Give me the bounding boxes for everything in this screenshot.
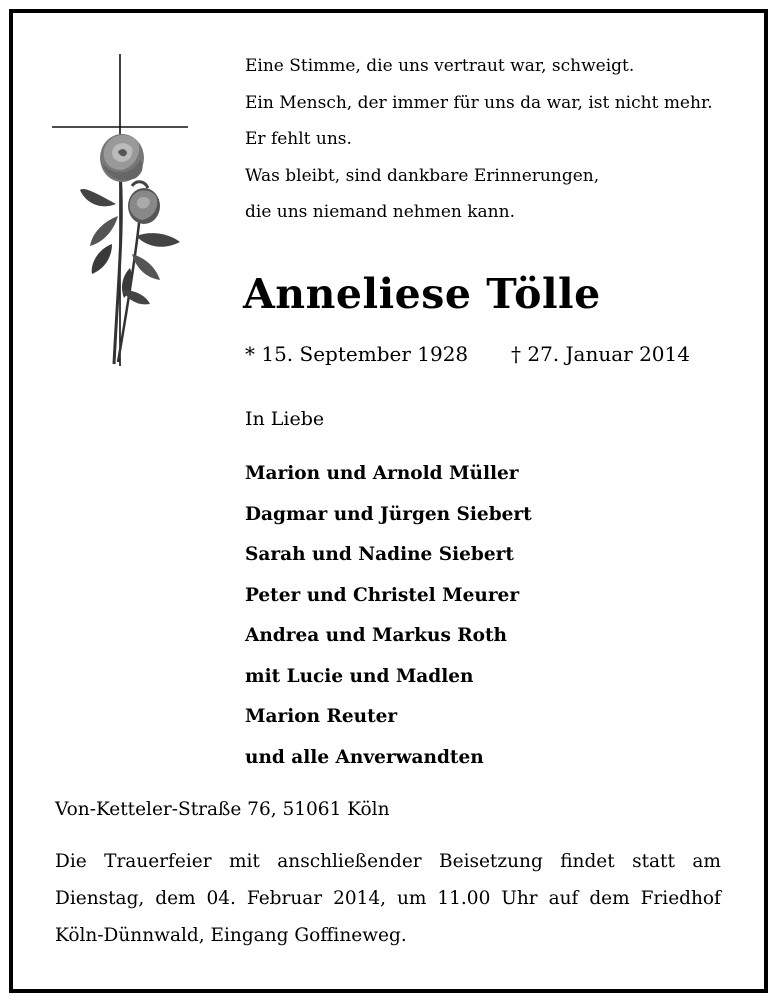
mourners-intro: In Liebe: [245, 408, 325, 430]
notice-word: findet: [560, 851, 615, 872]
mourner-name: Marion und Arnold Müller: [245, 463, 519, 484]
notice-word: dem: [589, 888, 630, 909]
notice-word: statt: [632, 851, 675, 872]
notice-word: dem: [155, 888, 196, 909]
birth-date: * 15. September 1928: [245, 342, 469, 366]
poem-line: die uns niemand nehmen kann.: [245, 202, 515, 222]
notice-word: 04.: [206, 888, 236, 909]
deceased-name: Anneliese Tölle: [243, 270, 601, 318]
notice-word: anschließender: [277, 851, 422, 872]
mourner-name: mit Lucie und Madlen: [245, 665, 474, 687]
notice-word: mit: [228, 851, 260, 872]
mourner-name: Marion Reuter: [245, 706, 398, 727]
notice-word: Die: [55, 851, 87, 872]
notice-word: auf: [548, 888, 579, 909]
notice-word: Februar: [246, 888, 323, 909]
cross-with-roses-icon: [52, 54, 188, 366]
notice-word: Dienstag,: [55, 888, 145, 909]
mourning-address: Von-Ketteler-Straße 76, 51061 Köln: [55, 799, 390, 820]
poem-line: Er fehlt uns.: [245, 129, 352, 149]
mourner-name: Sarah und Nadine Siebert: [245, 544, 514, 565]
poem: [245, 48, 745, 231]
notice-line: [55, 843, 721, 880]
mourners-list: [245, 454, 532, 778]
poem-line: Eine Stimme, die uns vertraut war, schweigt.: [245, 56, 635, 76]
notice-word: Beisetzung: [439, 851, 543, 872]
poem-line: Was bleibt, sind dankbare Erinnerungen,: [245, 165, 600, 186]
death-date: † 27. Januar 2014: [511, 342, 690, 366]
notice-word: Uhr: [501, 888, 538, 909]
notice-word: um: [396, 888, 427, 909]
mourner-name: Andrea und Markus Roth: [245, 625, 508, 646]
notice-word: 11.00: [437, 888, 491, 909]
mourner-name: Dagmar und Jürgen Siebert: [245, 503, 532, 525]
poem-line: Ein Mensch, der immer für uns da war, ist nicht mehr.: [245, 92, 713, 113]
notice-word: Trauerfeier: [104, 851, 212, 872]
notice-word: am: [692, 851, 721, 872]
notice-line: [55, 880, 721, 917]
mourner-name: und alle Anverwandten: [245, 746, 484, 768]
funeral-notice: [55, 843, 721, 954]
notice-line: Köln-Dünnwald, Eingang Goffineweg.: [55, 925, 407, 946]
mourner-name: Peter und Christel Meurer: [245, 584, 520, 606]
notice-word: 2014,: [333, 888, 387, 909]
notice-word: Friedhof: [640, 888, 721, 909]
